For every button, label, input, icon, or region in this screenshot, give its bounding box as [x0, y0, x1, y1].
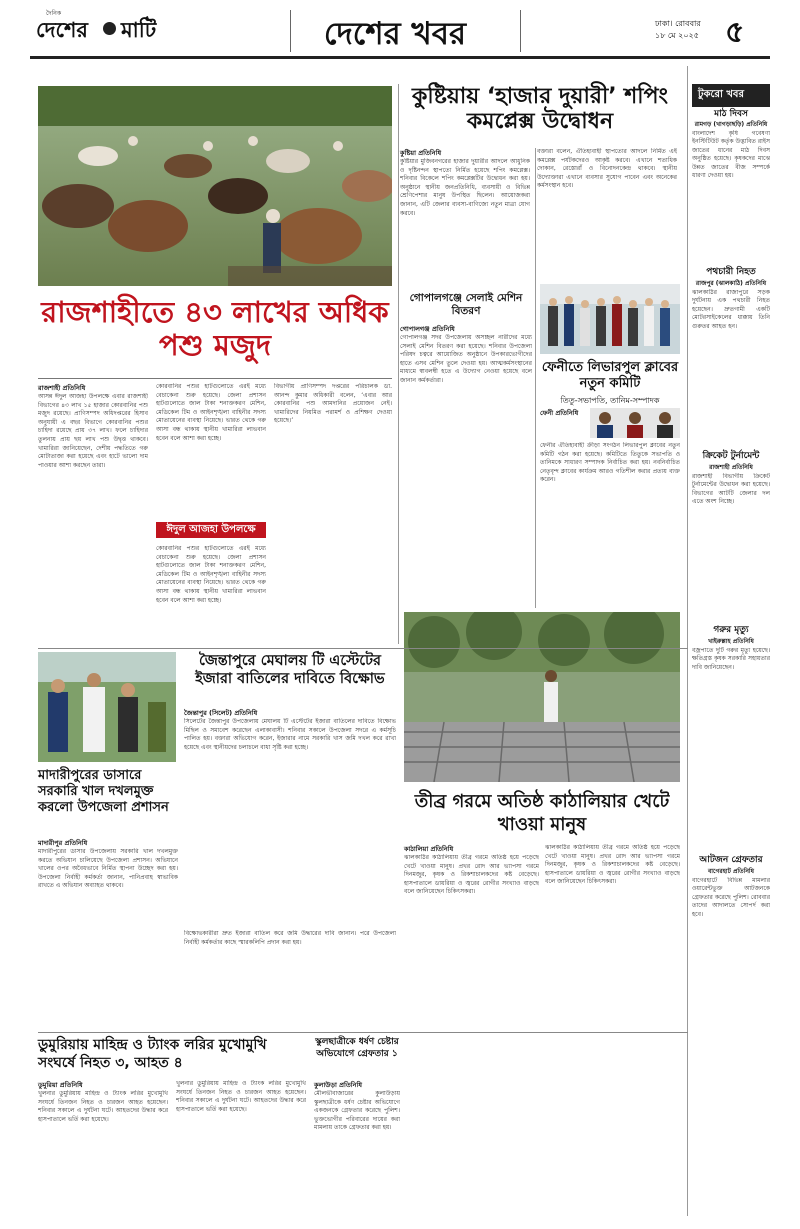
sidebar-item-body: ঝালকাঠির রাজাপুরে সড়ক দুর্ঘটনায় এক পথচারী নিহত হয়েছেন। দ্রুতগামী একটি মোটরসাইকেলের ধাক্কায় তিনি গুরুতর আহত হন। [692, 289, 770, 330]
masthead-divider-left [290, 10, 291, 52]
sidebar-item-byline: রামগড় (খাগড়াছড়ি) প্রতিনিধি [694, 121, 768, 128]
feni-portraits [590, 408, 680, 438]
madaripur-byline: মাদারীপুর প্রতিনিধি [38, 839, 88, 847]
jaintiapur-body-2: বিক্ষোভকারীরা দ্রুত ইজারা বাতিল করে জমি উদ্ধারের দাবি জানান। পরে উপজেলা নির্বাহী কর্মকর্তার কাছে স্মারকলিপি প্রদান করা হয়। [184, 930, 396, 946]
sidebar-item-byline: বাগেরহাট প্রতিনিধি [707, 868, 755, 875]
page-number: ৫ [725, 15, 745, 50]
lead-headline: রাজশাহীতে ৪৩ লাখের অধিক পশু মজুদ [41, 295, 389, 363]
sidebar-item-byline: রাজশাহী প্রতিনিধি [709, 464, 753, 471]
section-rule [38, 648, 688, 649]
cattle-market-photo-art [38, 86, 392, 286]
lead-tag: ঈদুল আজহা উপলক্ষে [156, 522, 266, 538]
kushtia-byline: কুষ্টিয়া প্রতিনিধি [400, 149, 442, 157]
kathalia-photo-art [404, 612, 680, 782]
kushtia-headline: কুষ্টিয়ায় ‘হাজার দুয়ারী’ শপিং কমপ্লেক্স উদ্বোধন [412, 84, 668, 135]
madaripur-headline: মাদারীপুরের ডাসারে সরকারি খাল দখলমুক্ত করলো উপজেলা প্রশাসন [38, 768, 169, 815]
jaintiapur-headline: জৈন্তাপুরে মেঘালয় টি এস্টেটের ইজারা বাতিলের দাবিতে বিক্ষোভ [195, 653, 385, 687]
sidebar-item-byline: রাজপুর (ঝালকাঠি) প্রতিনিধি [695, 280, 767, 287]
inauguration-photo-art [540, 284, 680, 354]
masthead-rule [30, 56, 770, 59]
dumuria-body-2: খুলনার ডুমুরিয়ায় মাহিন্দ্র ও ট্যাংক লরির মুখোমুখি সংঘর্ষে তিনজন নিহত ও চারজন আহত হয়েছেন। শনিবার সকালে এ দুর্ঘটনা ঘটে। আহতদের উদ্ধার করে হাসপাতালে ভর্তি করা হয়েছে। [176, 1080, 306, 1113]
madaripur-photo [38, 652, 176, 762]
lead-rule [38, 378, 392, 379]
feni-byline: ফেনী প্রতিনিধি [540, 409, 579, 417]
sidebar-item-body: বাগেরহাটে বিভিন্ন মামলার ওয়ারেন্টভুক্ত আটজনকে গ্রেফতার করেছে পুলিশ। রোববার তাদের আদালতে সোপর্দ করা হবে। [692, 877, 770, 918]
column-divider [398, 84, 399, 644]
column-divider [535, 148, 536, 608]
dumuria-headline: ডুমুরিয়ায় মাহিন্দ্র ও ট্যাংক লরির মুখোমুখি সংঘর্ষে নিহত ৩, আহত ৪ [38, 1037, 267, 1071]
gopalganj-headline: গোপালগঞ্জে সেলাই মেশিন বিতরণ [409, 292, 523, 317]
feni-subhead: তিতু-সভাপতি, তানিম-সম্পাদক [560, 396, 660, 405]
masthead-brand-left: দেশের [36, 18, 88, 42]
kathalia-body-2: ঝালকাঠির কাঠালিয়ায় তীব্র গরমে অতিষ্ঠ হয়ে পড়েছে খেটে খাওয়া মানুষ। প্রখর রোদ আর ভ্যাপসা গরমে দিনমজুর, কৃষক ও রিকশাচালকদের কষ্ট বেড়েছে। হাসপাতালে ডায়রিয়া ও জ্বরের রোগীর সংখ্যাও বাড়ছে বলে জানিয়েছেন চিকিৎসকরা। [545, 844, 680, 886]
masthead-brand-right: মাটি [121, 18, 157, 42]
madaripur-body: মাদারীপুরের ডাসার উপজেলায় সরকারি খাল দখলমুক্ত করতে অভিযান চালিয়েছে উপজেলা প্রশাসন। অভিযানে খালের ওপর অবৈধভাবে নির্মিত স্থাপনা উচ্ছেদ করা হয়। উপজেলা নির্বাহী কর্মকর্তা জানান, পানিপ্রবাহ স্বাভাবিক রাখতে এ অভিযান অব্যাহত থাকবে। [38, 848, 178, 890]
brand-globe-icon [103, 22, 116, 35]
masthead-divider-right [520, 10, 521, 52]
jaintiapur-body: সিলেটের জৈন্তাপুর উপজেলায় মেঘালয় টি এস্টেটের ইজারা বাতিলের দাবিতে বিক্ষোভ মিছিল ও সমাবেশ করেছেন এলাকাবাসী। শনিবার সকালে উপজেলা সদরে এ কর্মসূচি পালিত হয়। বক্তারা অভিযোগ করেন, ইজারার নামে সরকারি খাস জমি দখল করে রাখা হয়েছে এবং স্থানীয়দের চলাচলে বাধা সৃষ্টি করা হচ্ছে। [184, 718, 396, 751]
feni-headline: ফেনীতে লিভারপুল ক্লাবের নতুন কমিটি [541, 360, 679, 391]
kathalia-headline: তীব্র গরমে অতিষ্ঠ কাঠালিয়ার খেটে খাওয়া মানুষ [414, 791, 670, 835]
date-line-2: ১৮ মে ২০২৫ [655, 31, 699, 40]
lead-body: আসন্ন ঈদুল আজহা উপলক্ষে এবার রাজশাহী বিভাগের ৪৩ লাখ ১৫ হাজার কোরবানির পশু মজুদ রয়েছে। প্রাণিসম্পদ অধিদপ্তরের হিসাব অনুযায়ী এ বছর বিভাগে কোরবানির পশুর চাহিদা রয়েছে প্রায় ৩৭ লাখ। ফলে চাহিদার তুলনায় প্রায় ছয় লাখ পশু উদ্বৃত্ত থাকবে। খামারিরা জানিয়েছেন, দেশীয় পদ্ধতিতে গরু মোটাতাজা করা হয়েছে এবং হাটে ভালো দাম পাওয়ার আশা করছেন তারা। [38, 393, 148, 469]
section-rule [38, 1032, 688, 1033]
sidebar-item-title: গরুর মৃত্যু [713, 625, 749, 635]
madaripur-photo-art [38, 652, 176, 762]
masthead-brand-small: দৈনিক [46, 10, 62, 17]
sidebar-item-title: আটজন গ্রেফতার [699, 855, 763, 865]
gopalganj-byline: গোপালগঞ্জ প্রতিনিধি [400, 325, 455, 333]
sidebar-item-body: বজ্রপাতে দুটি গরুর মৃত্যু হয়েছে। ক্ষতিগ্রস্ত কৃষক সরকারি সহায়তার দাবি জানিয়েছেন। [692, 647, 770, 671]
sidebar-item-title: মাঠ দিবস [714, 109, 748, 119]
feni-body: ফেনীর ঐতিহ্যবাহী ক্রীড়া সংগঠন লিভারপুল ক্লাবের নতুন কমিটি গঠন করা হয়েছে। কমিটিতে তিতুকে সভাপতি ও তানিমকে সাধারণ সম্পাদক নির্বাচিত করা হয়। নবনির্বাচিত নেতৃবৃন্দ ক্লাবের কার্যক্রম আরও গতিশীল করার প্রত্যয় ব্যক্ত করেন। [540, 442, 680, 484]
gopalganj-body: গোপালগঞ্জ সদর উপজেলায় অসচ্ছল নারীদের মধ্যে সেলাই মেশিন বিতরণ করা হয়েছে। শনিবার উপজেলা পরিষদ চত্বরে আয়োজিত অনুষ্ঠানে উপকারভোগীদের হাতে এসব মেশিন তুলে দেওয়া হয়। আত্মকর্মসংস্থানের মাধ্যমে স্বাবলম্বী হতে এ উদ্যোগ নেওয়া হয়েছে বলে জানান কর্মকর্তারা। [400, 334, 532, 384]
kathalia-photo [404, 612, 680, 782]
sidebar-header: টুকরো খবর [692, 84, 770, 107]
sidebar-separator [687, 66, 688, 1216]
kulaura-byline: কুলাউড়া প্রতিনিধি [314, 1081, 362, 1089]
lead-body-4: বিভাগীয় প্রাণিসম্পদ দপ্তরের পরিচালক ডা. আনন্দ কুমার অধিকারী বলেন, ‘এবার আর কোরবানির পশু আমদানির প্রয়োজন নেই। খামারিদের নিয়মিত পরামর্শ ও প্রশিক্ষণ দেওয়া হয়েছে।’ [274, 383, 392, 425]
kulaura-body: মৌলভীবাজারের কুলাউড়ায় স্কুলছাত্রীকে ধর্ষণ চেষ্টার অভিযোগে একজনকে গ্রেফতার করেছে পুলিশ। ভুক্তভোগীর পরিবারের দায়ের করা মামলায় তাকে গ্রেফতার করা হয়। [314, 1090, 400, 1132]
cattle-market-photo [38, 86, 392, 286]
lead-body-3: কোরবানির পশুর হাটগুলোতে এরই মধ্যে বেচাকেনা শুরু হয়েছে। জেলা প্রশাসন হাটগুলোতে জাল টাকা শনাক্তকরণ মেশিন, মেডিকেল টিম ও আইনশৃঙ্খলা বাহিনীর সদস্য মোতায়েনের ব্যবস্থা নিয়েছে। ভারত থেকে গরু আসা বন্ধ থাকায় স্থানীয় খামারিরা লাভবান হবেন বলে আশা করা হচ্ছে। [156, 545, 266, 604]
sidebar-item-body: রাজশাহী বিভাগীয় ক্রিকেট টুর্নামেন্টের উদ্বোধন করা হয়েছে। বিভাগের আটটি জেলার দল এতে অংশ নিচ্ছে। [692, 473, 770, 506]
sidebar-item-title: ক্রিকেট টুর্নামেন্ট [702, 451, 760, 461]
dumuria-body: খুলনার ডুমুরিয়ায় মাহিন্দ্র ও ট্যাংক লরির মুখোমুখি সংঘর্ষে তিনজন নিহত ও চারজন আহত হয়েছেন। শনিবার সকালে এ দুর্ঘটনা ঘটে। আহতদের উদ্ধার করে হাসপাতালে ভর্তি করা হয়েছে। [38, 1090, 168, 1123]
section-title: দেশের খবর [323, 16, 467, 52]
kathalia-body: ঝালকাঠির কাঠালিয়ায় তীব্র গরমে অতিষ্ঠ হয়ে পড়েছে খেটে খাওয়া মানুষ। প্রখর রোদ আর ভ্যাপসা গরমে দিনমজুর, কৃষক ও রিকশাচালকদের কষ্ট বেড়েছে। হাসপাতালে ডায়রিয়া ও জ্বরের রোগীর সংখ্যাও বাড়ছে বলে জানিয়েছেন চিকিৎসকরা। [404, 854, 539, 896]
sidebar-item-byline: খাইরুল্লাহ প্রতিনিধি [708, 638, 754, 645]
jaintiapur-byline: জৈন্তাপুর (সিলেট) প্রতিনিধি [184, 709, 258, 717]
inauguration-photo [540, 284, 680, 354]
kulaura-headline: স্কুলছাত্রীকে ধর্ষণ চেষ্টার অভিযোগে গ্রেফতার ১ [315, 1037, 399, 1059]
sidebar-item-title: পথচারী নিহত [706, 267, 756, 277]
lead-byline: রাজশাহী প্রতিনিধি [38, 384, 86, 392]
kathalia-byline: কাঠালিয়া প্রতিনিধি [404, 845, 454, 853]
feni-portraits-art [590, 408, 680, 438]
dumuria-byline: ডুমুরিয়া প্রতিনিধি [38, 1081, 83, 1089]
date-line-1: ঢাকা। রোববার [655, 19, 701, 28]
masthead [0, 0, 800, 66]
lead-body-2: কোরবানির পশুর হাটগুলোতে এরই মধ্যে বেচাকেনা শুরু হয়েছে। জেলা প্রশাসন হাটগুলোতে জাল টাকা শনাক্তকরণ মেশিন, মেডিকেল টিম ও আইনশৃঙ্খলা বাহিনীর সদস্য মোতায়েনের ব্যবস্থা নিয়েছে। ভারত থেকে গরু আসা বন্ধ থাকায় স্থানীয় খামারিরা লাভবান হবেন বলে আশা করা হচ্ছে। [156, 383, 266, 442]
kushtia-body: কুষ্টিয়ার মুজিবনগরের হাজার দুয়ারীর আদলে আধুনিক ও দৃষ্টিনন্দন স্থাপত্যে নির্মিত হয়েছে শপিং কমপ্লেক্স। শনিবার বিকেলে শপিং কমপ্লেক্সটির উদ্বোধন করা হয়। অনুষ্ঠানে স্থানীয় জনপ্রতিনিধি, ব্যবসায়ী ও বিভিন্ন শ্রেণিপেশার মানুষ উপস্থিত ছিলেন। আয়োজকরা জানান, এটি জেলার ব্যবসা-বাণিজ্যে নতুন মাত্রা যোগ করবে। [400, 158, 530, 217]
kushtia-body-2: বক্তারা বলেন, ঐতিহ্যবাহী স্থাপত্যের আদলে নির্মিত এই কমপ্লেক্স পর্যটকদেরও আকৃষ্ট করবে। এখানে শতাধিক দোকান, রেস্তোরাঁ ও বিনোদনকেন্দ্র থাকবে। স্থানীয় উদ্যোক্তারা এখানে ব্যবসার সুযোগ পাবেন এবং অনেকের কর্মসংস্থান হবে। [537, 148, 677, 190]
sidebar-item-body: বাংলাদেশ কৃষি গবেষণা ইনস্টিটিউট কর্তৃক উদ্ভাবিত রাইস জাতের ধানের মাঠ দিবস অনুষ্ঠিত হয়েছে। কৃষকদের মাঝে উন্নত জাতের বীজ সম্পর্কে ধারণা দেওয়া হয়। [692, 130, 770, 180]
